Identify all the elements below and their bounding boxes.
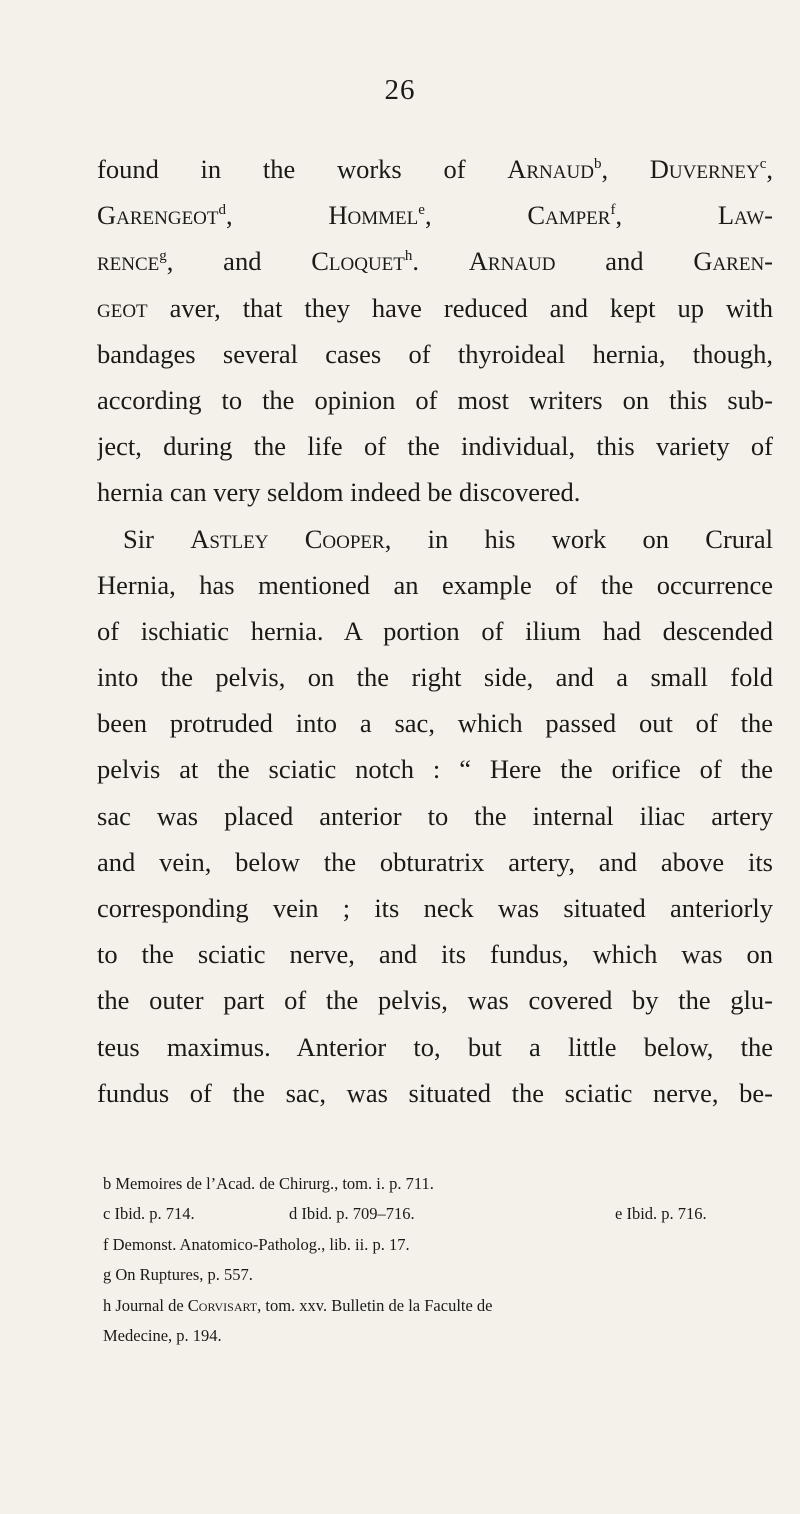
footnote-ref-f: f — [610, 202, 616, 219]
footnote-h: h Journal de Corvisart, tom. xxv. Bulletin de la Faculte de — [103, 1295, 493, 1315]
text-line-15: sac was placed anterior to the internal iliac artery — [97, 800, 773, 831]
author-lawrence-start: Law- — [717, 200, 773, 231]
text-line-9: Sir Astley Cooper, in his work on Crural — [123, 523, 773, 554]
footnote-ref-e: e — [418, 202, 425, 219]
footnote-d: d Ibid. p. 709–716. — [289, 1204, 415, 1224]
text-line-6: according to the opinion of most writers on this sub- — [97, 384, 773, 415]
footnote-e: e Ibid. p. 716. — [615, 1204, 707, 1224]
text-line-3: rence$^g$, and Cloquet$^h$. Arnaud and Garen- — [97, 246, 773, 277]
author-garengeot-2-start: Garen- — [693, 246, 773, 277]
footnote-h-continued: Medecine, p. 194. — [103, 1325, 222, 1345]
footnote-ref-b: b — [593, 156, 602, 172]
text-line-17: corresponding vein ; its neck was situated anteriorly — [97, 893, 773, 923]
author-cloquet: Cloquet — [311, 246, 405, 277]
footnote-f: f Demonst. Anatomico-Patholog., lib. ii. p. 17. — [103, 1234, 410, 1254]
text-line-16: and vein, below the obturatrix artery, and above its — [97, 846, 773, 877]
text-line-19: the outer part of the pelvis, was covered by the glu- — [97, 985, 773, 1016]
footnote-ref-g: g — [159, 248, 167, 265]
author-arnaud: Arnaud — [507, 154, 594, 184]
footnote-g: g On Ruptures, p. 557. — [103, 1265, 253, 1285]
text-line-18: to the sciatic nerve, and its fundus, which was on — [97, 939, 773, 970]
author-hommel: Hommel — [328, 200, 419, 231]
text-line-1: found in the works of Arnaud$^b$, Duverney$^c$, — [97, 154, 773, 184]
text-line-7: ject, during the life of the individual, this variety of — [97, 431, 773, 462]
text-line-20: teus maximus. Anterior to, but a little below, the — [97, 1031, 773, 1062]
text-line-11: of ischiatic hernia. A portion of ilium had descended — [97, 615, 773, 646]
author-garengeot-2-end: geot — [97, 292, 148, 323]
body-text — [97, 146, 773, 1116]
text-line-14: pelvis at the sciatic notch : “ Here the orifice of the — [97, 754, 773, 785]
text-line-4: geot aver, that they have reduced and kept up with — [97, 292, 773, 323]
footnote-ref-c: c — [759, 156, 767, 172]
footnote-row-cde — [103, 1199, 779, 1229]
text-line-12: into the pelvis, on the right side, and a small fold — [97, 662, 773, 693]
author-garengeot: Garengeot — [97, 200, 219, 231]
author-astley-cooper: Astley Cooper — [190, 523, 385, 554]
text-line-5: bandages several cases of thyroideal hernia, though, — [97, 338, 773, 369]
text-line-13: been protruded into a sac, which passed out of the — [97, 708, 773, 739]
author-lawrence-end: rence — [97, 246, 160, 277]
text-line-10: Hernia, has mentioned an example of the occurrence — [97, 569, 773, 600]
author-duverney: Duverney — [649, 154, 760, 184]
footnote-b: b Memoires de l’Acad. de Chirurg., tom. i. p. 711. — [103, 1174, 434, 1193]
footnote-ref-d: d — [218, 202, 227, 219]
author-corvisart: Corvisart — [187, 1295, 258, 1315]
footnote-ref-h: h — [404, 248, 413, 265]
author-camper: Camper — [527, 200, 611, 231]
footnotes — [103, 1169, 779, 1351]
author-arnaud-2: Arnaud — [468, 246, 556, 277]
page-number: 26 — [384, 74, 416, 106]
text-line-21: fundus of the sac, was situated the sciatic nerve, be- — [97, 1077, 773, 1108]
footnote-c: c Ibid. p. 714. — [103, 1204, 195, 1224]
text-line-8: hernia can very seldom indeed be discovered. — [97, 477, 581, 508]
text-line-2: Garengeot$^d$, Hommel$^e$, Camper$^f$, Law- — [97, 200, 773, 231]
